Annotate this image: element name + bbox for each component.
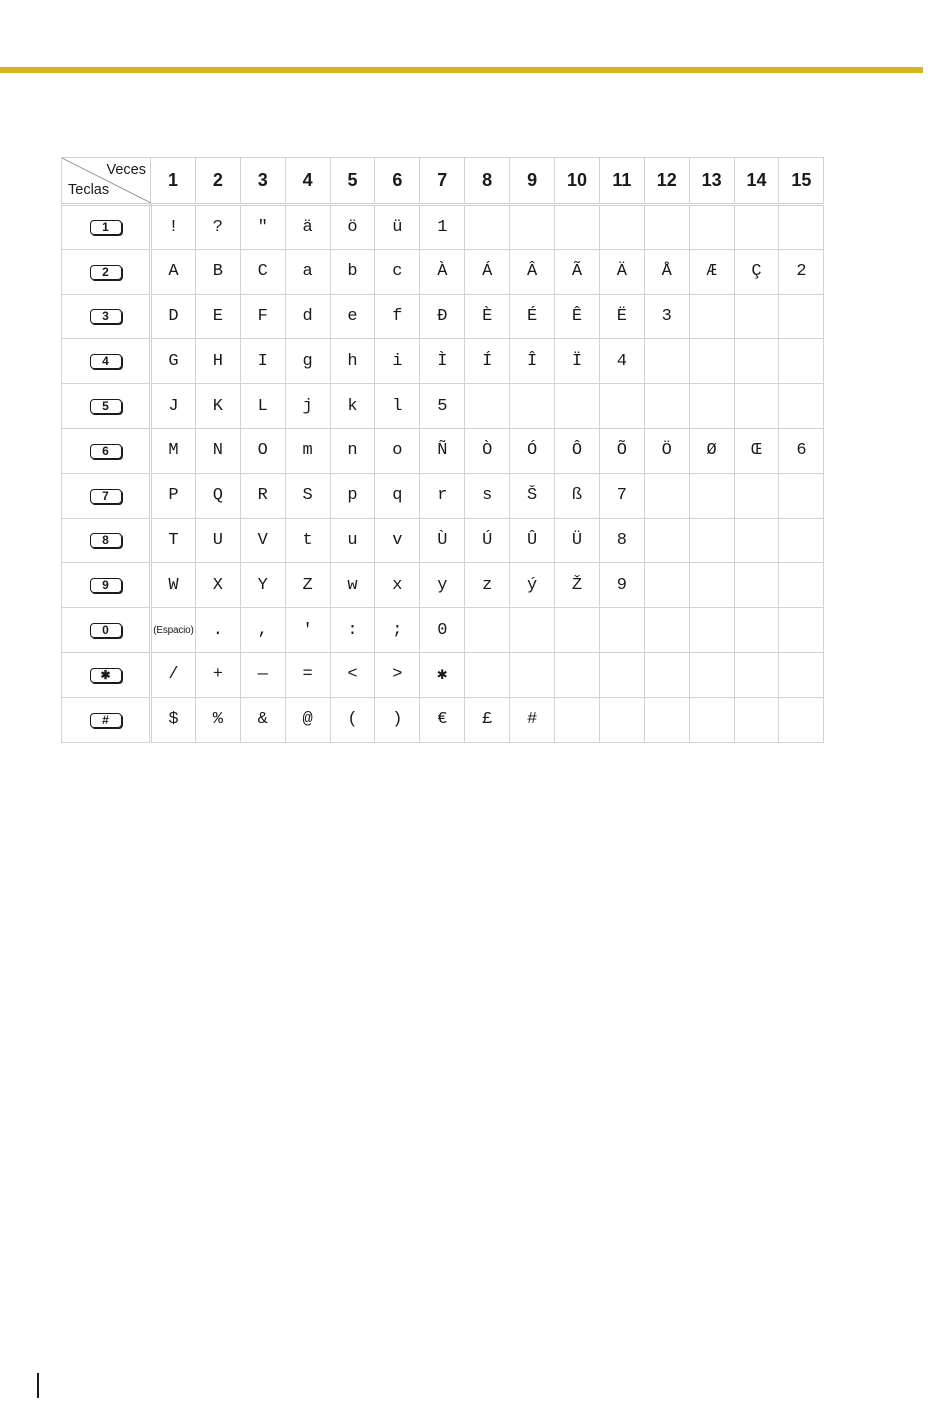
char-cell: Ö [644, 428, 689, 473]
table-row [62, 339, 824, 384]
char-cell: ü [375, 205, 420, 250]
char-cell: O [240, 428, 285, 473]
char-cell [599, 697, 644, 742]
char-cell: 9 [599, 563, 644, 608]
char-cell: E [195, 294, 240, 339]
char-cell [644, 563, 689, 608]
char-cell: Š [510, 473, 555, 518]
char-cell [779, 384, 824, 429]
column-header-6: 6 [375, 158, 420, 205]
char-cell [779, 518, 824, 563]
char-cell: € [420, 697, 465, 742]
char-cell [734, 697, 779, 742]
char-cell: I [240, 339, 285, 384]
char-cell: f [375, 294, 420, 339]
char-cell: o [375, 428, 420, 473]
char-cell [779, 294, 824, 339]
char-cell: (Espacio) [151, 608, 196, 653]
char-cell: = [285, 652, 330, 697]
char-cell [510, 384, 555, 429]
key-cell [62, 652, 151, 697]
char-cell [555, 384, 600, 429]
char-cell [689, 473, 734, 518]
char-cell: Â [510, 249, 555, 294]
key-cell [62, 294, 151, 339]
char-cell: 3 [644, 294, 689, 339]
column-header-12: 12 [644, 158, 689, 205]
char-cell: ä [285, 205, 330, 250]
char-cell: v [375, 518, 420, 563]
char-cell: À [420, 249, 465, 294]
char-cell: ; [375, 608, 420, 653]
char-cell: l [375, 384, 420, 429]
char-cell: B [195, 249, 240, 294]
key-cell [62, 563, 151, 608]
column-header-5: 5 [330, 158, 375, 205]
char-cell [644, 473, 689, 518]
char-cell: È [465, 294, 510, 339]
char-cell: 8 [599, 518, 644, 563]
char-cell: c [375, 249, 420, 294]
table-row [62, 608, 824, 653]
char-cell: ? [195, 205, 240, 250]
char-cell [599, 205, 644, 250]
phone-key-icon: 1 [90, 220, 122, 235]
char-cell [599, 384, 644, 429]
char-cell: Z [285, 563, 330, 608]
char-cell [689, 563, 734, 608]
char-cell: t [285, 518, 330, 563]
char-cell: 0 [420, 608, 465, 653]
column-header-7: 7 [420, 158, 465, 205]
char-cell [689, 339, 734, 384]
char-cell: Æ [689, 249, 734, 294]
table-row [62, 518, 824, 563]
top-rule [0, 67, 923, 73]
char-cell: $ [151, 697, 196, 742]
column-header-14: 14 [734, 158, 779, 205]
phone-key-icon: 3 [90, 309, 122, 324]
char-cell [465, 608, 510, 653]
teclas-label: Teclas [68, 182, 110, 198]
char-cell [734, 339, 779, 384]
char-cell: Ò [465, 428, 510, 473]
char-cell: % [195, 697, 240, 742]
phone-key-icon: 5 [90, 399, 122, 414]
char-cell: É [510, 294, 555, 339]
column-header-15: 15 [779, 158, 824, 205]
char-cell: i [375, 339, 420, 384]
char-cell [465, 652, 510, 697]
char-cell: Ø [689, 428, 734, 473]
char-cell: q [375, 473, 420, 518]
char-cell [465, 205, 510, 250]
char-cell [510, 205, 555, 250]
char-cell: w [330, 563, 375, 608]
char-cell [734, 563, 779, 608]
char-cell: u [330, 518, 375, 563]
char-cell: Ë [599, 294, 644, 339]
char-cell: Ù [420, 518, 465, 563]
key-cell [62, 205, 151, 250]
char-cell: Ï [555, 339, 600, 384]
phone-key-icon: 8 [90, 533, 122, 548]
char-cell [689, 294, 734, 339]
char-cell [644, 205, 689, 250]
char-cell: D [151, 294, 196, 339]
header-row [62, 158, 824, 205]
char-cell: H [195, 339, 240, 384]
char-cell: a [285, 249, 330, 294]
char-cell: Í [465, 339, 510, 384]
char-cell: ß [555, 473, 600, 518]
char-cell [689, 205, 734, 250]
char-cell [644, 652, 689, 697]
char-cell [555, 697, 600, 742]
char-cell: K [195, 384, 240, 429]
char-cell: 6 [779, 428, 824, 473]
table-row [62, 205, 824, 250]
char-cell [779, 652, 824, 697]
char-cell: . [195, 608, 240, 653]
char-cell: A [151, 249, 196, 294]
table-row [62, 428, 824, 473]
table-row [62, 697, 824, 742]
char-cell [779, 697, 824, 742]
char-cell: J [151, 384, 196, 429]
char-cell: Ô [555, 428, 600, 473]
char-cell: U [195, 518, 240, 563]
column-header-4: 4 [285, 158, 330, 205]
char-cell: Ñ [420, 428, 465, 473]
char-cell: ö [330, 205, 375, 250]
key-cell [62, 473, 151, 518]
phone-key-icon: # [90, 713, 122, 728]
char-cell: Õ [599, 428, 644, 473]
char-cell [734, 205, 779, 250]
char-cell [689, 518, 734, 563]
table-corner-header [62, 158, 151, 205]
char-cell [644, 697, 689, 742]
char-cell [779, 563, 824, 608]
char-cell: s [465, 473, 510, 518]
char-cell [555, 205, 600, 250]
char-cell: x [375, 563, 420, 608]
char-cell [734, 518, 779, 563]
char-cell [734, 294, 779, 339]
char-cell: ! [151, 205, 196, 250]
char-cell: d [285, 294, 330, 339]
char-cell: W [151, 563, 196, 608]
column-header-10: 10 [555, 158, 600, 205]
table-row [62, 473, 824, 518]
char-cell: Û [510, 518, 555, 563]
char-cell [510, 652, 555, 697]
char-cell: Ž [555, 563, 600, 608]
phone-key-icon: ✱ [90, 668, 122, 683]
char-cell [779, 608, 824, 653]
key-cell [62, 518, 151, 563]
key-cell [62, 608, 151, 653]
char-cell: Á [465, 249, 510, 294]
char-cell: < [330, 652, 375, 697]
char-cell: h [330, 339, 375, 384]
char-cell: C [240, 249, 285, 294]
char-cell: — [240, 652, 285, 697]
char-cell: N [195, 428, 240, 473]
char-cell: y [420, 563, 465, 608]
char-cell: z [465, 563, 510, 608]
table-row [62, 384, 824, 429]
char-cell: g [285, 339, 330, 384]
char-cell [599, 652, 644, 697]
char-cell [779, 473, 824, 518]
char-cell: j [285, 384, 330, 429]
char-cell [599, 608, 644, 653]
char-cell [689, 608, 734, 653]
char-cell: T [151, 518, 196, 563]
char-cell [465, 384, 510, 429]
char-cell: V [240, 518, 285, 563]
table-row [62, 249, 824, 294]
char-cell [510, 608, 555, 653]
char-cell: Ú [465, 518, 510, 563]
char-cell: e [330, 294, 375, 339]
char-cell: ) [375, 697, 420, 742]
char-cell: P [151, 473, 196, 518]
char-cell: Ì [420, 339, 465, 384]
char-cell [644, 518, 689, 563]
char-cell: Y [240, 563, 285, 608]
char-cell: , [240, 608, 285, 653]
char-cell: Ã [555, 249, 600, 294]
table-row [62, 563, 824, 608]
char-cell [644, 608, 689, 653]
char-cell: Ä [599, 249, 644, 294]
char-cell [689, 384, 734, 429]
char-cell [734, 652, 779, 697]
char-cell: Ç [734, 249, 779, 294]
char-cell: Ü [555, 518, 600, 563]
char-cell: Ê [555, 294, 600, 339]
char-cell: & [240, 697, 285, 742]
column-header-2: 2 [195, 158, 240, 205]
char-cell [555, 652, 600, 697]
char-cell: ( [330, 697, 375, 742]
char-cell: ✱ [420, 652, 465, 697]
phone-key-icon: 7 [90, 489, 122, 504]
char-cell [555, 608, 600, 653]
char-cell: Ð [420, 294, 465, 339]
key-cell [62, 428, 151, 473]
char-cell [644, 339, 689, 384]
char-cell: F [240, 294, 285, 339]
table-body [62, 205, 824, 743]
table-row [62, 294, 824, 339]
char-cell: L [240, 384, 285, 429]
column-header-8: 8 [465, 158, 510, 205]
char-cell: Å [644, 249, 689, 294]
char-cell [644, 384, 689, 429]
char-cell: r [420, 473, 465, 518]
phone-key-icon: 4 [90, 354, 122, 369]
phone-key-icon: 2 [90, 265, 122, 280]
char-cell: ' [285, 608, 330, 653]
char-cell: M [151, 428, 196, 473]
char-cell: > [375, 652, 420, 697]
char-cell: 5 [420, 384, 465, 429]
char-cell: / [151, 652, 196, 697]
char-cell: 4 [599, 339, 644, 384]
char-cell [734, 608, 779, 653]
char-cell: # [510, 697, 555, 742]
key-cell [62, 697, 151, 742]
char-cell: Œ [734, 428, 779, 473]
char-cell [779, 205, 824, 250]
character-entry-table [61, 157, 824, 743]
char-cell: ý [510, 563, 555, 608]
char-cell: : [330, 608, 375, 653]
char-cell: R [240, 473, 285, 518]
key-cell [62, 249, 151, 294]
char-cell: 1 [420, 205, 465, 250]
phone-key-icon: 0 [90, 623, 122, 638]
char-cell [734, 473, 779, 518]
phone-key-icon: 9 [90, 578, 122, 593]
char-cell: b [330, 249, 375, 294]
char-cell: m [285, 428, 330, 473]
key-cell [62, 339, 151, 384]
char-cell [779, 339, 824, 384]
char-cell: + [195, 652, 240, 697]
char-cell: S [285, 473, 330, 518]
table-row [62, 652, 824, 697]
char-cell [689, 652, 734, 697]
char-cell: Î [510, 339, 555, 384]
char-cell: 2 [779, 249, 824, 294]
char-cell: " [240, 205, 285, 250]
char-cell: 7 [599, 473, 644, 518]
char-cell: X [195, 563, 240, 608]
char-cell: k [330, 384, 375, 429]
char-cell: G [151, 339, 196, 384]
char-cell: Ó [510, 428, 555, 473]
phone-key-icon: 6 [90, 444, 122, 459]
char-cell: n [330, 428, 375, 473]
column-header-9: 9 [510, 158, 555, 205]
column-header-1: 1 [151, 158, 196, 205]
key-cell [62, 384, 151, 429]
char-cell: @ [285, 697, 330, 742]
column-header-3: 3 [240, 158, 285, 205]
char-cell: p [330, 473, 375, 518]
char-cell [734, 384, 779, 429]
char-cell [689, 697, 734, 742]
column-header-13: 13 [689, 158, 734, 205]
column-header-11: 11 [599, 158, 644, 205]
char-cell: Q [195, 473, 240, 518]
veces-label: Veces [106, 162, 146, 178]
char-cell: £ [465, 697, 510, 742]
page-margin-mark [37, 1373, 39, 1398]
